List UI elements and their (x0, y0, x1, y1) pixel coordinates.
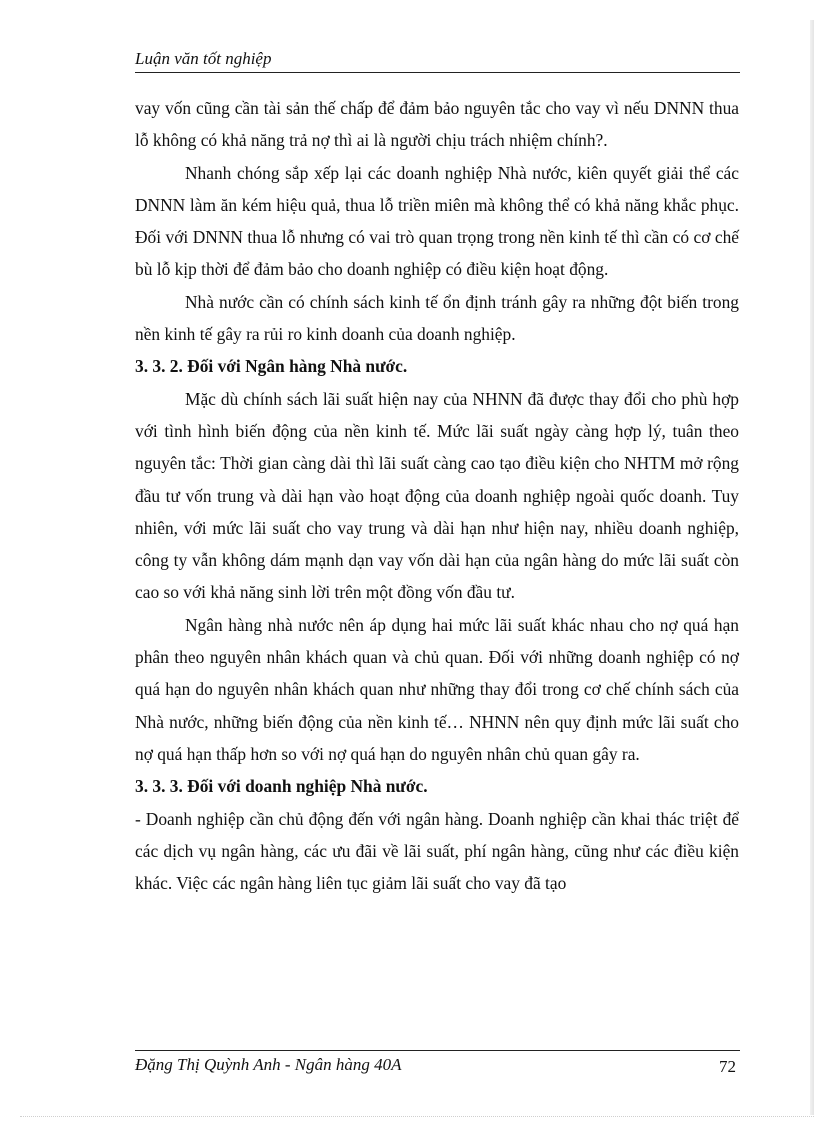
footer-author: Đặng Thị Quỳnh Anh - Ngân hàng 40A (135, 1055, 402, 1074)
page-bottom-edge (20, 1116, 814, 1121)
bullet-paragraph: - Doanh nghiệp cần chủ động đến với ngân hàng. Doanh nghiệp cần khai thác triệt để các dịch vụ ngân hàng, các ưu đãi về lãi suất, phí ngân hàng, cũng như các điều kiện khác. Việc các ngân hàng liên tục giảm lãi suất cho vay đã tạo (135, 808, 739, 894)
paragraph: Nhà nước cần có chính sách kinh tế ổn định tránh gây ra những đột biến trong nền kinh tế gây ra rủi ro kinh doanh của doanh nghiệp. (135, 291, 739, 345)
page-header (135, 48, 740, 73)
document-body (135, 92, 739, 899)
section-heading-3-3-3: 3. 3. 3. Đối với doanh nghiệp Nhà nước. (135, 776, 428, 797)
page-footer (135, 1050, 740, 1081)
paragraph-continued: vay vốn cũng cần tài sản thế chấp để đảm bảo nguyên tắc cho vay vì nếu DNNN thua lỗ không có khả năng trả nợ thì ai là người chịu trách nhiệm chính?. (135, 98, 739, 151)
paragraph: Nhanh chóng sắp xếp lại các doanh nghiệp Nhà nước, kiên quyết giải thể các DNNN làm ăn kém hiệu quả, thua lỗ triền miên mà không thể có khả năng khắc phục. Đối với DNNN thua lỗ nhưng có vai trò quan trọng trong nền kinh tế thì cần có cơ chế bù lỗ kịp thời để đảm bảo cho doanh nghiệp có điều kiện hoạt động. (135, 162, 739, 280)
header-title: Luận văn tốt nghiệp (135, 49, 272, 68)
page-edge-shadow (810, 20, 814, 1115)
section-heading-3-3-2: 3. 3. 2. Đối với Ngân hàng Nhà nước. (135, 356, 408, 377)
page-number: 72 (719, 1057, 736, 1076)
paragraph: Mặc dù chính sách lãi suất hiện nay của NHNN đã được thay đổi cho phù hợp với tình hình biến động của nền kinh tế. Mức lãi suất ngày càng hợp lý, tuân theo nguyên tắc: Thời gian càng dài thì lãi suất càng cao tạo điều kiện cho NHTM mở rộng đầu tư vốn trung và dài hạn vào hoạt động của doanh nghiệp ngoài quốc doanh. Tuy nhiên, với mức lãi suất cho vay trung và dài hạn như hiện nay, nhiều doanh nghiệp, công ty vẫn không dám mạnh dạn vay vốn dài hạn của ngân hàng do mức lãi suất còn cao so với khả năng sinh lời trên một đồng vốn đầu tư. (135, 388, 739, 603)
paragraph: Ngân hàng nhà nước nên áp dụng hai mức lãi suất khác nhau cho nợ quá hạn phân theo nguyên nhân khách quan và chủ quan. Đối với những doanh nghiệp có nợ quá hạn do nguyên nhân khách quan như những thay đổi trong cơ chế chính sách của Nhà nước, những biến động của nền kinh tế… NHNN nên quy định mức lãi suất cho nợ quá hạn thấp hơn so với nợ quá hạn do nguyên nhân chủ quan gây ra. (135, 614, 739, 764)
